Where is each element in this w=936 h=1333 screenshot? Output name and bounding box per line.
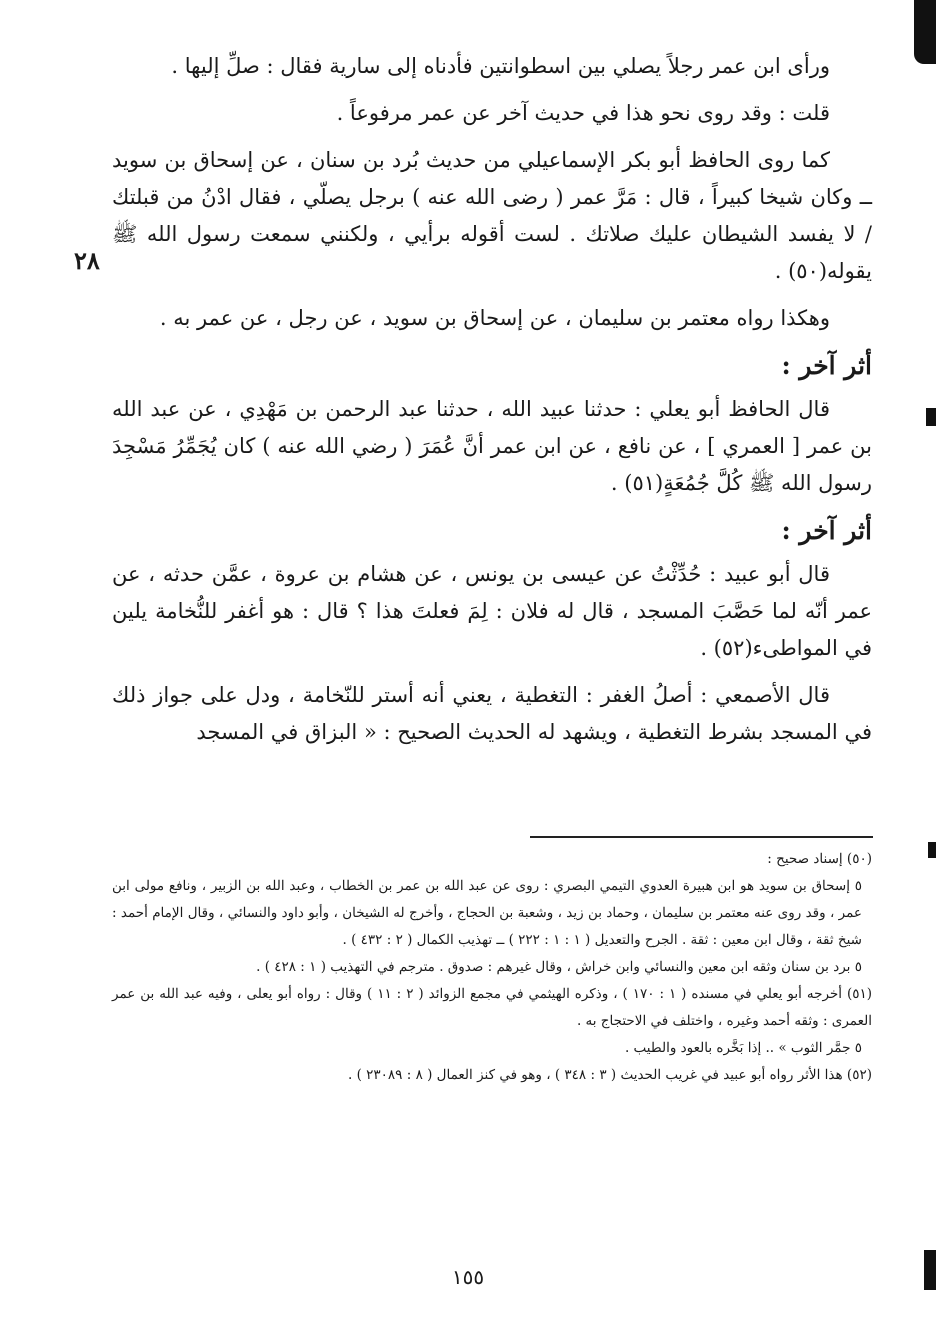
footnote-50-ishaq: ٥ إسحاق بن سويد هو ابن هبيرة العدوي التيمي البصري : روى عن عبد الله بن عمر بن الخطاب ، وعبد الله بن الزبير ، ونافع مولى ابن عمر ، وقد روى عنه معتمر بن سليمان ، وحماد بن زيد ، وشعبة بن الحجاج ، وأخرج له الشيخان ، وأبو داود والنسائي ، وقال الإمام أحمد : شيخ ثقة ، وقال ابن معين : ثقة . الجرح والتعديل ( ١ : ١ : ٢٢٢ ) ــ تهذيب الكمال ( ٢ : ٤٣٢ ) . — [112, 878, 862, 948]
scan-edge-mark-low — [928, 842, 936, 858]
footnote-52: (٥٢) هذا الأثر رواه أبو عبيد في غريب الحديث ( ٣ : ٣٤٨ ) ، وهو في كنز العمال ( ٨ : ٢٣٠٨٩ ) . — [348, 1067, 872, 1083]
section-heading-2: أثر آخر : — [781, 516, 872, 545]
footnote-51: (٥١) أخرجه أبو يعلي في مسنده ( ١ : ١٧٠ ) ، وذكره الهيثمي في مجمع الزوائد ( ٢ : ١١ ) وقال : رواه أبو يعلى ، وفيه عبد الله بن عمر العمرى : وثقه أحمد وغيره ، واختلف في الاحتجاج به . — [112, 986, 873, 1029]
footnote-51-gloss: ٥ جمَّر الثوب » .. إذا بَخَّره بالعود والطيب . — [624, 1040, 862, 1056]
footnote-50-burd: ٥ برد بن سنان وثقه ابن معين والنسائي وابن خراش ، وقال غيرهم : صدوق . مترجم في التهذيب ( ١ : ٤٢٨ ) . — [256, 959, 862, 975]
paragraph-6: قال أبو عبيد : حُدِّثْتُ عن عيسى بن يونس ، عن هشام بن عروة ، عمَّن حدثه ، عن عمر أنّه لما حَصَّبَ المسجد ، قال له فلان : لِمَ فعلتَ هذا ؟ قال : هو أغفر للنُّخامة يلين في المواطىء(٥٢) . — [112, 562, 872, 660]
footnote-separator — [530, 836, 873, 838]
paragraph-5: قال الحافظ أبو يعلي : حدثنا عبيد الله ، حدثنا عبد الرحمن بن مَهْدِي ، عن عبد الله بن عمر [ العمري ] ، عن نافع ، عن ابن عمر أنَّ عُمَرَ ( رضي الله عنه ) كان يُجَمِّرُ مَسْجِدَ رسول الله ﷺ كُلَّ جُمُعَةٍ(٥١) . — [112, 397, 872, 495]
scan-edge-mark-mid — [926, 408, 936, 426]
section-heading-1: أثر آخر : — [781, 351, 872, 380]
page-number: ١٥٥ — [451, 1265, 485, 1289]
paragraph-2: قلت : وقد روى نحو هذا في حديث آخر عن عمر مرفوعاً . — [336, 101, 830, 125]
main-text — [112, 48, 872, 761]
footnotes — [112, 846, 872, 1089]
paragraph-1: ورأى ابن عمر رجلاً يصلي بين اسطوانتين فأدناه إلى سارية فقال : صلِّ إليها . — [171, 54, 830, 78]
paragraph-7: قال الأصمعي : أصلُ الغفر : التغطية ، يعني أنه أستر للنّخامة ، ودل على جواز ذلك في المسجد بشرط التغطية ، ويشهد له الحديث الصحيح : « البزاق في المسجد — [112, 683, 872, 744]
scan-edge-mark-top — [914, 0, 936, 64]
paragraph-4: وهكذا رواه معتمر بن سليمان ، عن إسحاق بن سويد ، عن رجل ، عن عمر به . — [159, 306, 830, 330]
paragraph-3: كما روى الحافظ أبو بكر الإسماعيلي من حديث بُرد بن سنان ، عن إسحاق بن سويد ــ وكان شيخا كبيراً ، قال : مَرَّ عمر ( رضى الله عنه ) برجل يصلّي ، فقال ادْنُ من قبلتك / لا يفسد الشيطان عليك صلاتك . لست أقوله برأيي ، ولكنني سمعت رسول الله ﷺ يقوله(٥٠) . — [112, 148, 872, 283]
footnote-50: (٥٠) إسناد صحيح : — [767, 851, 872, 867]
margin-page-number: ٢٨ — [74, 246, 100, 275]
